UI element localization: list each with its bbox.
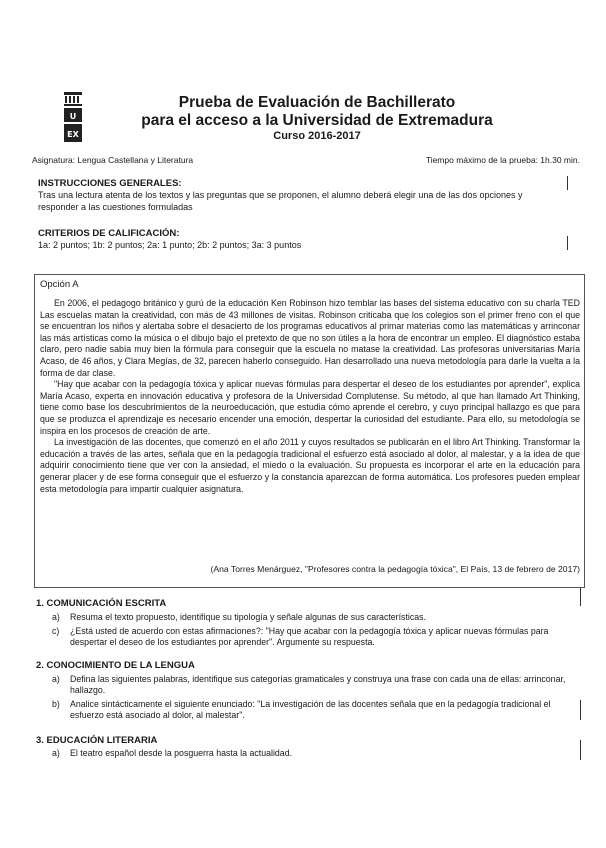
page-title-line1: Prueba de Evaluación de Bachillerato	[178, 94, 456, 111]
question-3-heading: 3. EDUCACIÓN LITERARIA	[36, 735, 158, 746]
option-label: Opción A	[40, 279, 79, 290]
paragraph-3: La investigación de las docentes, que comenzó en el año 2011 y cuyos resultados se publicarán en el libro Art Thinking. Transformar la educación a través de las artes, señala que en la pedagogía tradicional el esfuerzo está asociado al dolor, al malestar, y a la idea de que adquirir conocimiento tiene que ver con la ansiedad, el miedo o la evaluación. Su propuesta es incorporar el arte en la educación para generar placer y de ese forma conseguir que el esfuerzo y la constancia aparezcan de forma automática. Los profesores pueden emplear esta metodología para impartir cualquier asignatura.	[40, 437, 580, 494]
option-text	[40, 298, 580, 495]
criteria-heading: CRITERIOS DE CALIFICACIÓN:	[38, 228, 180, 239]
margin-mark	[567, 176, 568, 190]
duration-label: Tiempo máximo de la prueba: 1h.30 min.	[425, 155, 580, 165]
paragraph-2: "Hay que acabar con la pedagogía tóxica y aplicar nuevas fórmulas para despertar el deseo de los estudiantes por aprender", explica María Acaso, experta en innovación educativa y profesora de la Universidad Complutense. Su método, al que han llamado Art Thinking, tiene como base los descubrimientos de la neuroeducación, que estudia cómo aprende el cerebro, y cuyo principal hallazgo es que para que se produzca el aprendizaje es necesario encender una emoción, despertar la curiosidad del estudiante. Para ello, su metodología se inspira en los procesos de creación de arte.	[40, 379, 580, 436]
instructions-heading: INSTRUCCIONES GENERALES:	[38, 178, 182, 189]
margin-mark	[580, 588, 581, 606]
margin-mark	[567, 236, 568, 250]
svg-text:EX: EX	[67, 130, 79, 139]
source-citation: (Ana Torres Menárguez, "Profesores contra la pedagogía tóxica", El País, 13 de febrero de 2017)	[210, 564, 580, 574]
list-item: b) Analice sintácticamente el siguiente enunciado: "La investigación de las docentes señala que en la pedagogía tradicional el esfuerzo está asociado al dolor, al malestar".	[52, 699, 551, 720]
question-1-heading: 1. COMUNICACIÓN ESCRITA	[36, 598, 167, 609]
question-2-heading: 2. CONOCIMIENTO DE LA LENGUA	[36, 660, 195, 671]
criteria-text: 1a: 2 puntos; 1b: 2 puntos; 2a: 1 punto; 2b: 2 puntos; 3a: 3 puntos	[38, 240, 302, 250]
list-item: a) Resuma el texto propuesto, identifique su tipología y señale algunas de sus características.	[52, 612, 426, 622]
list-item: a) Defina las siguientes palabras, identifique sus categorías gramaticales y construya una frase con cada una de ellas: arrinconar, hallazgo.	[52, 674, 566, 695]
question-3-items	[52, 748, 572, 762]
question-2-items	[52, 674, 572, 724]
list-item: a) El teatro español desde la posguerra hasta la actualidad.	[52, 748, 293, 758]
margin-mark	[580, 700, 581, 720]
list-item: c) ¿Está usted de acuerdo con estas afirmaciones?: "Hay que acabar con la pedagogía tóxica y aplicar nuevas fórmulas para despertar el deseo de los estudiantes por aprender". Argumente su respuesta.	[52, 626, 549, 647]
subject-label: Asignatura: Lengua Castellana y Literatura	[32, 155, 194, 165]
question-1-items	[52, 612, 572, 651]
logo-text: U	[69, 112, 77, 121]
margin-mark	[580, 740, 581, 760]
page-title-line2: para el acceso a la Universidad de Extremadura	[141, 112, 493, 129]
paragraph-1: En 2006, el pedagogo británico y gurú de la educación Ken Robinson hizo temblar las bases del sistema educativo con su charla TED Las escuelas matan la creatividad, con más de 43 millones de visitas. Robinson criticaba que los colegios son el primer freno con el que se encuentran los niños y alertaba sobre el desacierto de los programas educativos al primar materias como las matemáticas y arrinconar las más artísticas como la música o el dibujo bajo el pretexto de que no son útiles a la hora de encontrar un empleo. El diagnóstico estaba claro, pero nadie sabía muy bien la fórmula para conseguir que la escuela no matase la creatividad. Las profesoras universitarias María Acaso, de 46 años, y Clara Megías, de 32, parecen haberlo conseguido. Han desarrollado una nueva metodología para darle la vuelta a la forma de dar clase.	[40, 298, 580, 378]
course-year: Curso 2016-2017	[273, 130, 361, 142]
instructions-text: Tras una lectura atenta de los textos y las preguntas que se proponen, el alumno deberá elegir una de las dos opciones y responder a las cuestiones formuladas	[38, 190, 523, 212]
